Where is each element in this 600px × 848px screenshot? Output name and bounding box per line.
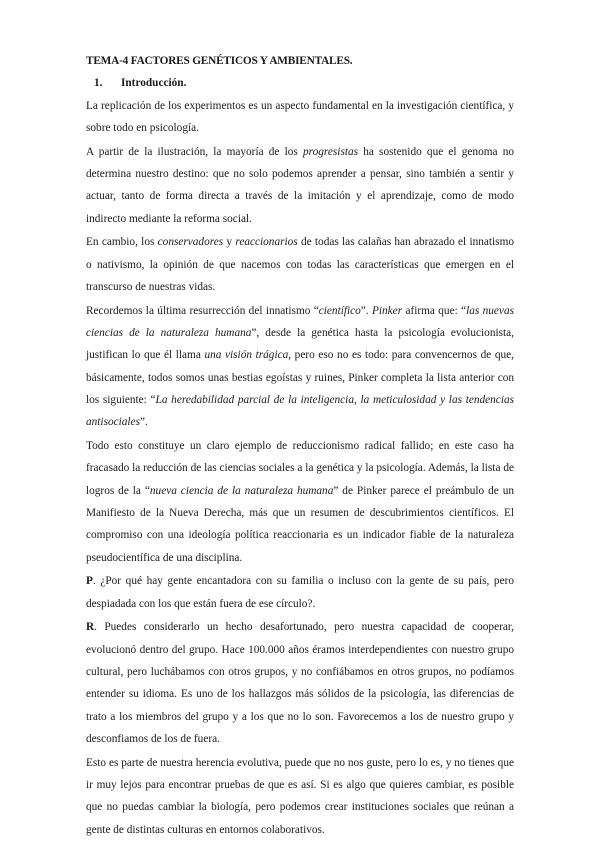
- document-page: [86, 50, 514, 842]
- paragraph-replication: [86, 95, 514, 140]
- text-run: ha sostenido que el genoma no determina nuestro destino: que no solo podemos aprender a pensar, sino también a sentir y actuar, tanto de forma directa a través de la imitación y el aprendizaje, como de modo indirecto mediante la reforma social.: [86, 145, 514, 225]
- text-run: ”.: [139, 416, 148, 429]
- paragraph-answer: [86, 616, 514, 750]
- text-run: . ¿Por qué hay gente encantadora con su familia o incluso con la gente de su país, pero despiadada con los que están fuera de ese círculo?.: [86, 575, 514, 610]
- emphasis-text: reaccionarios: [235, 236, 298, 249]
- text-run: La replicación de los experimentos es un aspecto fundamental en la investigación científica, y sobre todo en psicología.: [86, 99, 514, 134]
- text-run: Todo esto constituye un claro ejemplo de reduccionismo radical fallido; en este caso ha fracasado la reducción de las ciencias sociales a la genética y la psicología. Además, la lista de logros de la “: [86, 440, 514, 497]
- document-title: TEMA-4 FACTORES GENÉTICOS Y AMBIENTALES.: [86, 55, 353, 67]
- text-run: ”, desde la genética hasta la psicología evolucionista, justifican lo que él llama: [86, 327, 514, 362]
- paragraph-prefix: P: [86, 575, 93, 588]
- emphasis-text: una visión trágica: [204, 349, 289, 362]
- paragraph-conservatives: [86, 231, 514, 298]
- paragraph-progressives: [86, 141, 514, 230]
- section-label: Introducción.: [121, 77, 187, 90]
- text-run: de todas las calañas han abrazado el innatismo o nativismo, la opinión de que nacemos con todas las características que emergen en el transcurso de nuestras vidas.: [86, 236, 515, 293]
- text-run: . Puedes considerarlo un hecho desafortunado, pero nuestra capacidad de cooperar, evolucionó dentro del grupo. Hace 100.000 años éramos interdependientes con nuestro grupo cultural, pero luchábamos con otros grupos, y no confiábamos en otros grupos, no podíamos entender su idioma. Es uno de los hallazgos más sólidos de la psicología, las diferencias de trato a los miembros del grupo y a los que no lo son. Favorecemos a los de nuestro grupo y desconfiamos de los de fuera.: [86, 621, 514, 745]
- emphasis-text: conservadores: [157, 236, 224, 249]
- text-run: ” de Pinker parece el preámbulo de un Manifiesto de la Nueva Derecha, más que un resumen de descubrimientos científicos. El compromiso con una ideología política reaccionaria es un indicador fiable de la naturaleza pseudocientífica de una disciplina.: [86, 484, 514, 564]
- text-run: Esto es parte de nuestra herencia evolutiva, puede que no nos guste, pero lo es, y no tienes que ir muy lejos para encontrar pruebas de que es así. Si es algo que quieres cambiar, es posible que no puedas cambiar la biología, pero podemos crear instituciones sociales que reúnan a gente de distintas culturas en entornos colaborativos.: [86, 756, 514, 836]
- text-run: A partir de la ilustración, la mayoría de los: [86, 145, 303, 158]
- section-number: 1.: [94, 77, 103, 90]
- text-run: , pero eso no es todo: para convencernos de que, básicamente, todos somos unas bestias egoístas y ruines, Pinker completa la lista anterior con los siguiente: “: [86, 349, 514, 406]
- emphasis-text: progresistas: [303, 145, 359, 158]
- paragraph-prefix: R: [86, 621, 95, 634]
- text-run: afirma que: “: [402, 304, 467, 317]
- text-run: ”.: [360, 304, 372, 317]
- emphasis-text: las nuevas ciencias de la naturaleza humana: [86, 304, 514, 340]
- section-heading: [86, 72, 514, 94]
- paragraph-question: [86, 570, 514, 615]
- emphasis-text: Pinker: [371, 304, 403, 317]
- emphasis-text: nueva ciencia de la naturaleza humana: [149, 484, 334, 497]
- paragraph-evolutionary-heritage: [86, 752, 514, 841]
- text-run: Recordemos la última resurrección del innatismo “: [86, 304, 319, 317]
- emphasis-text: científico: [318, 304, 361, 317]
- paragraph-pinker: [86, 300, 514, 434]
- text-run: En cambio, los: [86, 236, 158, 249]
- paragraph-reductionism: [86, 435, 514, 569]
- text-run: y: [223, 236, 236, 249]
- emphasis-text: La heredabilidad parcial de la inteligencia, la meticulosidad y las tendencias antisociales: [86, 393, 514, 429]
